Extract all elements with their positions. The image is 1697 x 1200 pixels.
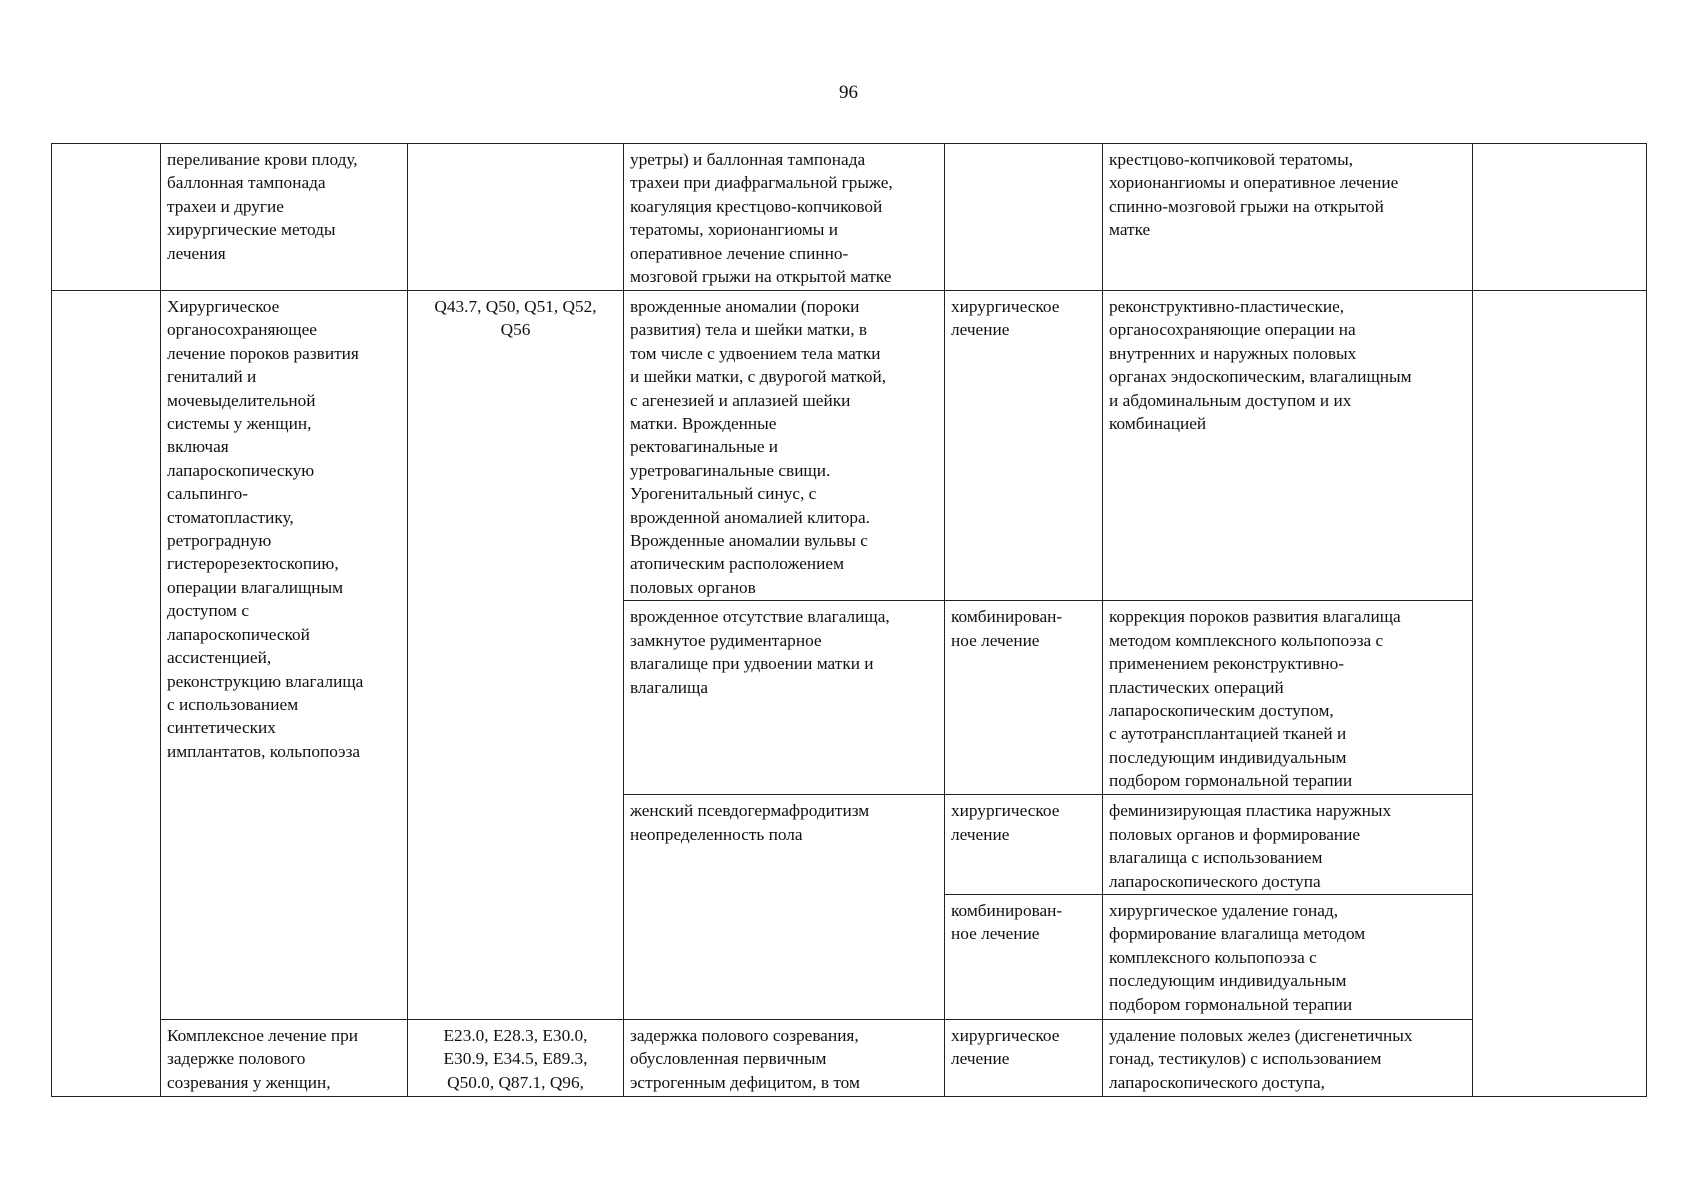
cell-method-name: переливание крови плоду, баллонная тампонада трахеи и другие хирургические методы лечения (161, 144, 408, 291)
table-row (52, 291, 1647, 601)
cell-patient-model: задержка полового созревания, обусловленная первичным эстрогенным дефицитом, в том (624, 1019, 945, 1096)
cell-treatment-type: хирургическое лечение (945, 1019, 1103, 1096)
cell-method-name: Комплексное лечение при задержке полового созревания у женщин, (161, 1019, 408, 1096)
cell-treatment-type: хирургическое лечение (945, 291, 1103, 601)
cell-patient-model: уретры) и баллонная тампонада трахеи при диафрагмальной грыже, коагуляция крестцово-копчиковой тератомы, хорионангиомы и оперативное лечение спинно- мозговой грыжи на открытой матке (624, 144, 945, 291)
cell-patient-model: врожденные аномалии (пороки развития) тела и шейки матки, в том числе с удвоением тела матки и шейки матки, с двурогой маткой, с агенезией и аплазией шейки матки. Врожденные ректовагинальные и уретровагинальные свищи. Урогенитальный синус, с врожденной аномалией клитора. Врожденные аномалии вульвы с атопическим расположением половых органов (624, 291, 945, 601)
cell-treatment-type (945, 144, 1103, 291)
cell-number (52, 291, 161, 1097)
cell-icd-codes: E23.0, E28.3, E30.0, E30.9, E34.5, E89.3, Q50.0, Q87.1, Q96, (408, 1019, 624, 1096)
cell-method-name: Хирургическое органосохраняющее лечение пороков развития гениталий и мочевыделительной системы у женщин, включая лапароскопическую сальпинго- стоматопластику, ретроградную гистерорезектоскопию, операции влагалищным доступом с лапароскопической ассистенцией, реконструкцию влагалища с использованием синтетических имплантатов, кольпопоэза (161, 291, 408, 1020)
cell-treatment-method: феминизирующая пластика наружных половых органов и формирование влагалища с использованием лапароскопического доступа (1103, 795, 1473, 895)
cell-patient-model: женский псевдогермафродитизм неопределенность пола (624, 795, 945, 1020)
treatment-table (51, 143, 1647, 1097)
cell-number (52, 144, 161, 291)
cell-cost (1473, 144, 1647, 291)
cell-treatment-type: комбинирован- ное лечение (945, 894, 1103, 1019)
cell-treatment-method: реконструктивно-пластические, органосохраняющие операции на внутренних и наружных половых органах эндоскопическим, влагалищным и абдоминальным доступом и их комбинацией (1103, 291, 1473, 601)
cell-treatment-method: коррекция пороков развития влагалища методом комплексного кольпопоэза с применением реконструктивно- пластических операций лапароскопическим доступом, с аутотрансплантацией тканей и последующим индивидуальным подбором гормональной терапии (1103, 601, 1473, 795)
cell-treatment-method: хирургическое удаление гонад, формирование влагалища методом комплексного кольпопоэза с последующим индивидуальным подбором гормональной терапии (1103, 894, 1473, 1019)
table-row (52, 1019, 1647, 1096)
cell-treatment-type: комбинирован- ное лечение (945, 601, 1103, 795)
cell-patient-model: врожденное отсутствие влагалища, замкнутое рудиментарное влагалище при удвоении матки и влагалища (624, 601, 945, 795)
page-number: 96 (839, 82, 858, 103)
cell-treatment-type: хирургическое лечение (945, 795, 1103, 895)
cell-treatment-method: удаление половых желез (дисгенетичных гонад, тестикулов) с использованием лапароскопического доступа, (1103, 1019, 1473, 1096)
cell-treatment-method: крестцово-копчиковой тератомы, хорионангиомы и оперативное лечение спинно-мозговой грыжи на открытой матке (1103, 144, 1473, 291)
cell-cost (1473, 291, 1647, 1097)
cell-icd-codes: Q43.7, Q50, Q51, Q52, Q56 (408, 291, 624, 1020)
cell-icd-codes (408, 144, 624, 291)
table-row (52, 144, 1647, 291)
